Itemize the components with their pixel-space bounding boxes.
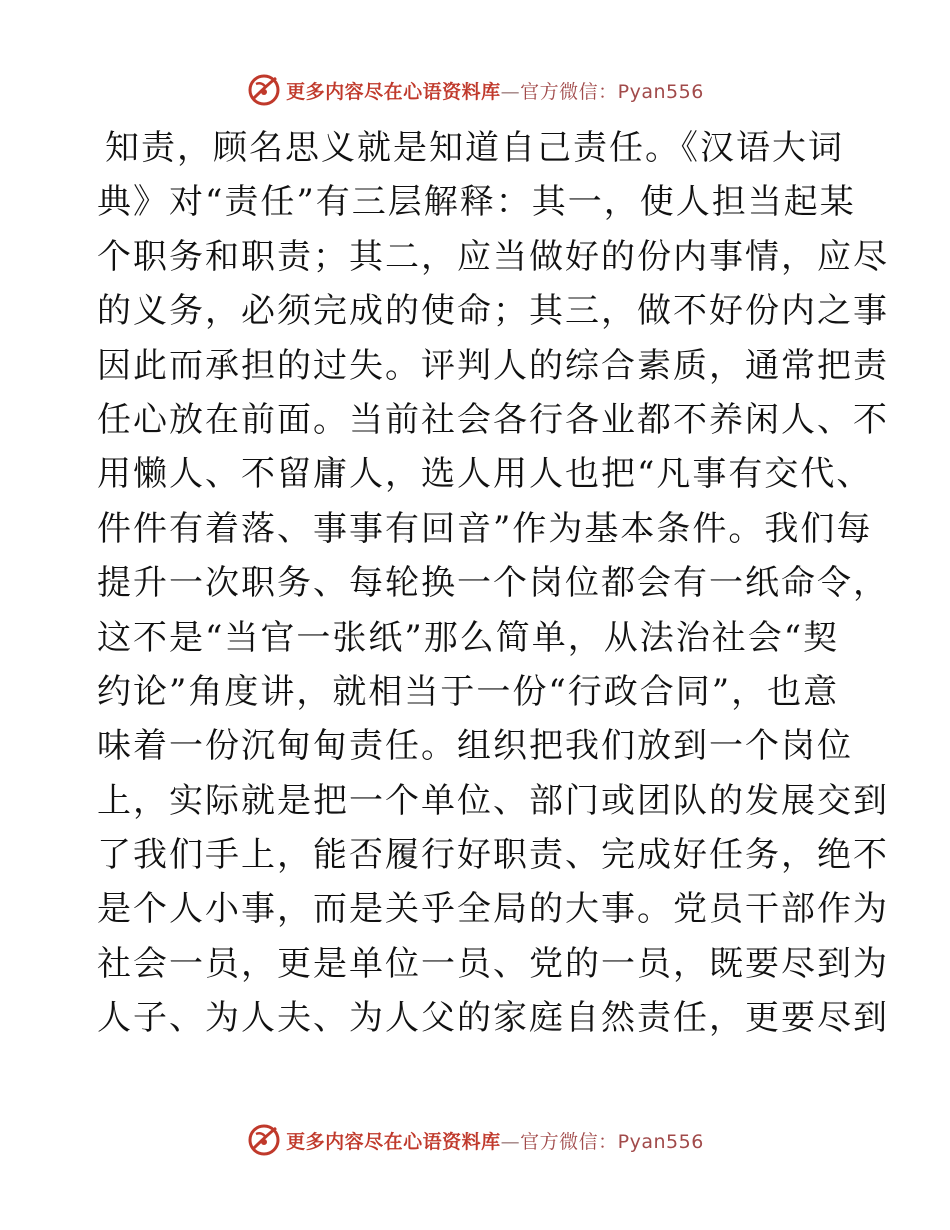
text-line: 件件有着落、事事有回音”作为基本条件。我们每 [97,508,873,549]
text-line: 知责，顾名思义就是知道自己责任。《汉语大词 [105,128,844,168]
text-line: 的义务，必须完成的使命；其三，做不好份内之事 [97,291,889,332]
document-body [97,124,889,1049]
text-line: 人子、为人夫、为人父的家庭自然责任，更要尽到 [97,998,889,1039]
text-line: 是个人小事，而是关乎全局的大事。党员干部作为 [97,889,889,930]
text-line: 提升一次职务、每轮换一个岗位都会有一纸命令， [97,563,889,604]
brand-logo-icon [246,1122,282,1158]
header-watermark-banner [0,70,950,110]
brand-logo-icon [246,72,282,108]
text-line: 典》对“责任”有三层解释：其一，使人担当起某 [97,182,856,223]
footer-watermark-banner [0,1120,950,1160]
banner-text [286,77,704,104]
text-line: 味着一份沉甸甸责任。组织把我们放到一个岗位 [97,726,853,767]
banner-dash: — [500,80,521,103]
text-line: 约论”角度讲，就相当于一份“行政合同”，也意 [97,671,840,712]
banner-brand: 更多内容尽在心语资料库 [286,1130,501,1153]
banner-brand: 更多内容尽在心语资料库 [286,80,501,103]
banner-dash: — [500,1130,521,1153]
text-line: 这不是“当官一张纸”那么简单，从法治社会“契 [97,617,840,658]
text-line: 任心放在前面。当前社会各行各业都不养闲人、不 [97,399,889,440]
text-line: 社会一员，更是单位一员、党的一员，既要尽到为 [97,943,889,984]
banner-wechat: 官方微信：Pyan556 [520,80,704,103]
text-line: 个职务和职责；其二，应当做好的份内事情，应尽 [97,236,889,277]
banner-wechat: 官方微信：Pyan556 [520,1130,704,1153]
text-line: 上，实际就是把一个单位、部门或团队的发展交到 [97,780,889,821]
text-line: 了我们手上，能否履行好职责、完成好任务，绝不 [97,835,889,876]
banner-text [286,1127,704,1154]
text-line: 用懒人、不留庸人，选人用人也把“凡事有交代、 [97,454,873,495]
text-line: 因此而承担的过失。评判人的综合素质，通常把责 [97,345,889,386]
